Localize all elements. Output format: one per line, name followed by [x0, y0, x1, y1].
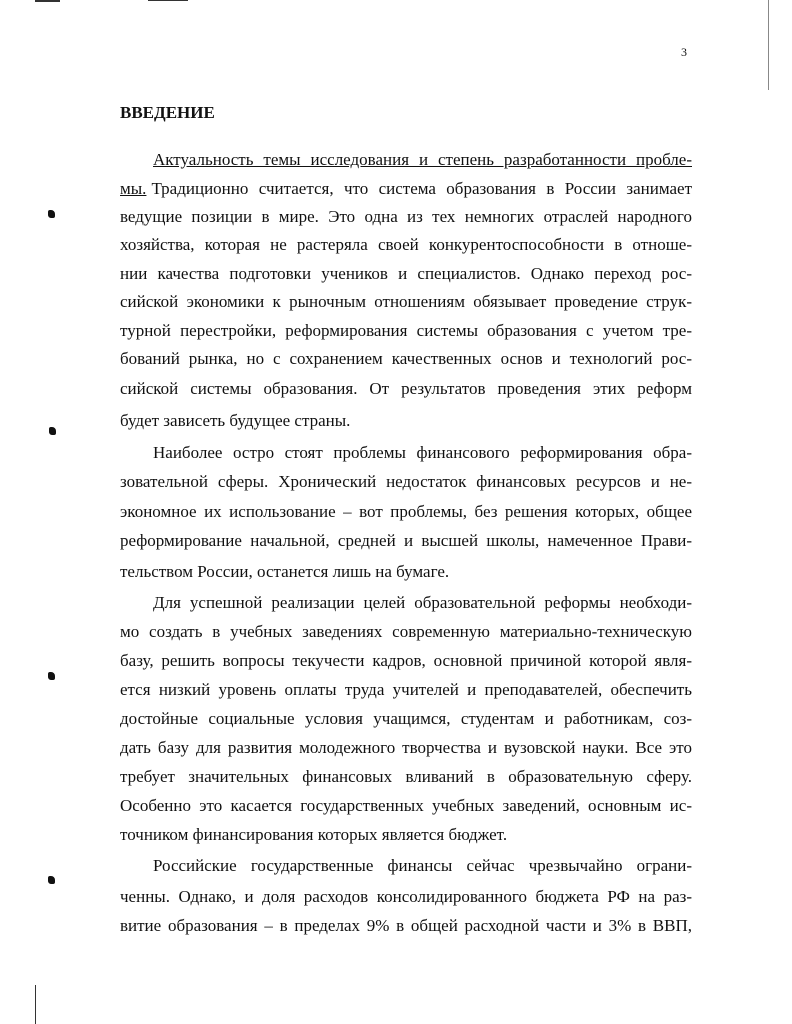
text-line: Российские государственные финансы сейчас чрезвычайно ограни-	[153, 856, 692, 875]
text-line: дать базу для развития молодежного творчества и вузовской науки. Все это	[120, 738, 692, 757]
text-line: реформирование начальной, средней и высшей школы, намеченное Прави-	[120, 531, 692, 550]
scan-mark	[49, 427, 56, 435]
scan-mark	[48, 876, 55, 884]
text-line: достойные социальные условия учащимся, студентам и работникам, соз-	[120, 709, 692, 728]
text-line: ется низкий уровень оплаты труда учителей и преподавателей, обеспечить	[120, 680, 692, 699]
page-number: 3	[681, 45, 687, 59]
text-line: Актуальность темы исследования и степень разработанности пробле-	[153, 150, 692, 169]
text-line: экономное их использование – вот проблемы, без решения которых, общее	[120, 502, 692, 521]
text-line: Особенно это касается государственных учебных заведений, основным ис-	[120, 796, 692, 815]
scan-mark	[48, 210, 55, 218]
section-heading: ВВЕДЕНИЕ	[120, 103, 215, 122]
text-line: тельством России, останется лишь на бумаге.	[120, 562, 450, 581]
text-line: мо создать в учебных заведениях современную материально-техническую	[120, 622, 692, 641]
text-fragment: Традиционно считается, что система образования в России занимает	[151, 179, 692, 198]
text-line: сийской экономики к рыночным отношениям обязывает проведение струк-	[120, 292, 692, 311]
scan-edge-line	[35, 985, 36, 1024]
text-line	[120, 179, 692, 199]
text-line: точником финансирования которых является бюджет.	[120, 825, 508, 844]
scan-edge-line	[148, 0, 188, 1]
text-line: будет зависеть будущее страны.	[120, 411, 351, 430]
text-line: бований рынка, но с сохранением качественных основ и технологий рос-	[120, 349, 692, 368]
text-line: нии качества подготовки учеников и специалистов. Однако переход рос-	[120, 264, 692, 283]
text-fragment: мы.	[120, 179, 147, 198]
text-line: витие образования – в пределах 9% в общей расходной части и 3% в ВВП,	[120, 916, 692, 935]
text-line: сийской системы образования. От результатов проведения этих реформ	[120, 379, 692, 398]
text-line: Наиболее остро стоят проблемы финансового реформирования обра-	[153, 443, 692, 462]
text-line: хозяйства, которая не растеряла своей конкурентоспособности в отноше-	[120, 235, 692, 254]
text-line: Для успешной реализации целей образовательной реформы необходи-	[153, 593, 692, 612]
scan-mark	[48, 672, 55, 680]
scan-edge-line	[768, 0, 769, 90]
text-line: зовательной сферы. Хронический недостаток финансовых ресурсов и не-	[120, 472, 692, 491]
scan-edge-line	[35, 0, 60, 2]
text-line: базу, решить вопросы текучести кадров, основной причиной которой явля-	[120, 651, 692, 670]
text-line: требует значительных финансовых вливаний в образовательную сферу.	[120, 767, 692, 786]
text-line: турной перестройки, реформирования системы образования с учетом тре-	[120, 321, 692, 340]
text-line: ченны. Однако, и доля расходов консолидированного бюджета РФ на раз-	[120, 887, 692, 906]
text-line: ведущие позиции в мире. Это одна из тех немногих отраслей народного	[120, 207, 692, 226]
